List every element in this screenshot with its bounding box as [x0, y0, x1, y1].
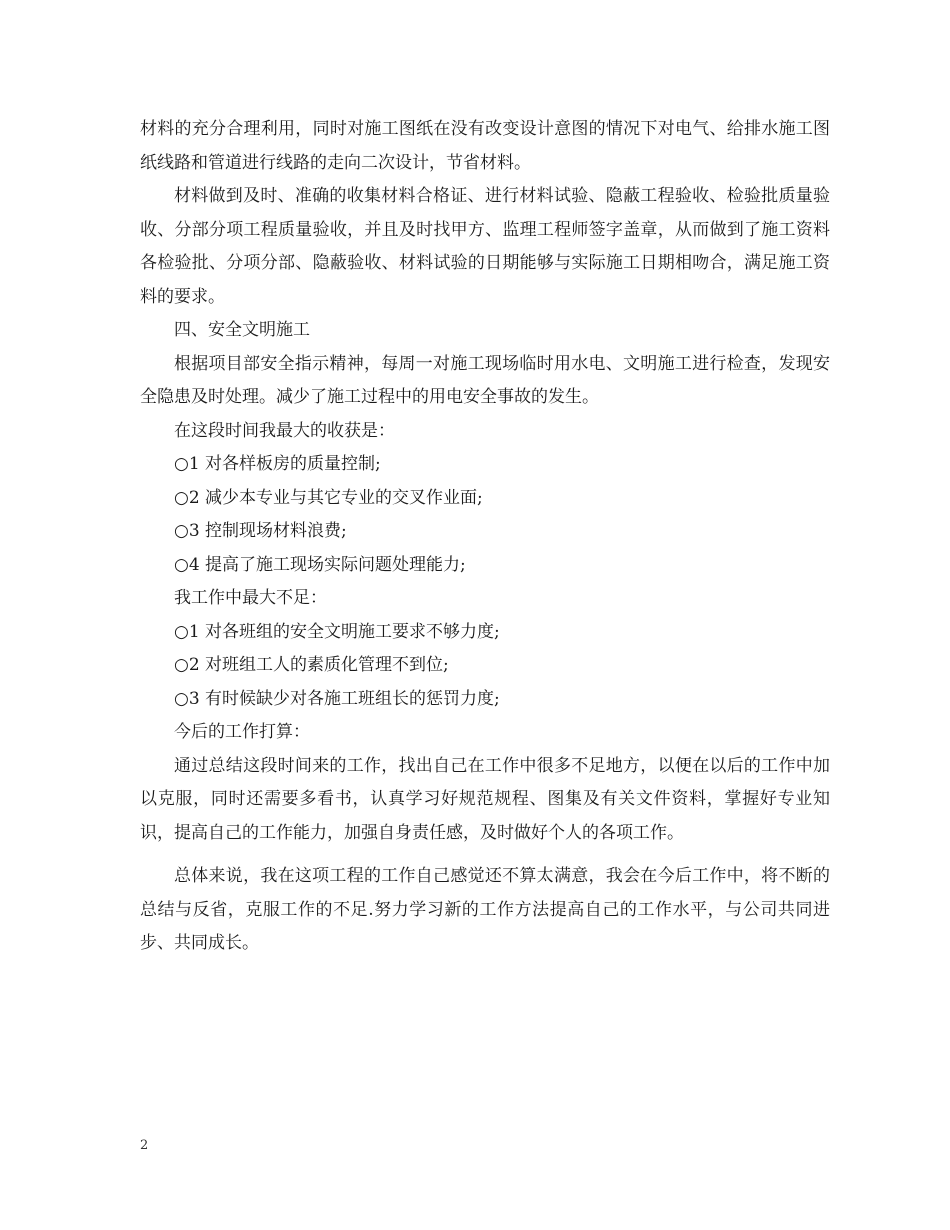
list-item-shortcoming-3: ○3 有时候缺少对各施工班组长的惩罚力度;	[174, 688, 500, 709]
list-item-gain-4: ○4 提高了施工现场实际问题处理能力;	[174, 554, 466, 575]
paragraph-materials-documentation: 材料做到及时、准确的收集材料合格证、进行材料试验、隐蔽工程验收、检验批质量验收、分部分项工程质量验收，并且及时找甲方、监理工程师签字盖章，从而做到了施工资料各检验批、分项分部、隐蔽验收、材料试验的日期能够与实际施工日期相吻合，满足施工资料的要求。	[140, 186, 830, 307]
paragraph-safety-inspection: 根据项目部安全指示精神，每周一对施工现场临时用水电、文明施工进行检查，发现安全隐患及时处理。减少了施工过程中的用电安全事故的发生。	[140, 353, 830, 407]
list-item-gain-3: ○3 控制现场材料浪费;	[174, 521, 347, 541]
list-item-shortcoming-2: ○2 对班组工人的素质化管理不到位;	[174, 655, 449, 675]
list-item-gain-2: ○2 减少本专业与其它专业的交叉作业面;	[174, 487, 483, 508]
list-item-gain-1: ○1 对各样板房的质量控制;	[174, 454, 381, 474]
document-body	[140, 113, 830, 961]
plans-heading: 今后的工作打算：	[174, 722, 310, 742]
section-heading-safety: 四、安全文明施工	[174, 320, 310, 340]
paragraph-conclusion: 总体来说，我在这项工程的工作自己感觉还不算太满意，我会在今后工作中，将不断的总结与反省，克服工作的不足.努力学习新的工作方法提高自己的工作水平，与公司共同进步、共同成长。	[140, 866, 830, 953]
shortcomings-heading: 我工作中最大不足：	[174, 588, 327, 608]
paragraph-materials-continued: 材料的充分合理利用，同时对施工图纸在没有改变设计意图的情况下对电气、给排水施工图纸线路和管道进行线路的走向二次设计，节省材料。	[140, 119, 830, 173]
page-number: 2	[140, 1138, 149, 1153]
paragraph-future-plans: 通过总结这段时间来的工作，找出自己在工作中很多不足地方，以便在以后的工作中加以克服，同时还需要多看书，认真学习好规范规程、图集及有关文件资料，掌握好专业知识，提高自己的工作能力，加强自身责任感，及时做好个人的各项工作。	[140, 755, 830, 843]
list-item-shortcoming-1: ○1 对各班组的安全文明施工要求不够力度;	[174, 621, 500, 642]
gains-heading: 在这段时间我最大的收获是：	[174, 420, 395, 441]
